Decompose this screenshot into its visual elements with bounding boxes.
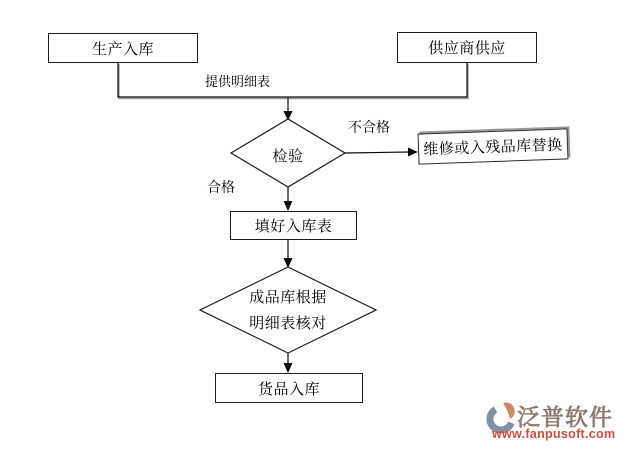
node-fill-label: 填好入库表: [254, 218, 333, 235]
node-verify-label: [228, 285, 348, 337]
arrowhead-to-fill-form: [284, 201, 293, 211]
node-verify-label-line2: 明细表核对: [249, 315, 327, 332]
node-repair-label: 维修或入残品库替换: [423, 136, 564, 159]
vendor-watermark: [486, 398, 626, 446]
arrow-to-repair: [345, 152, 409, 153]
edge-label-qualified: 合格: [207, 179, 235, 195]
node-verify-label-line1: 成品库根据: [249, 289, 327, 306]
vendor-website: www.fanpusoft.com: [492, 427, 616, 441]
node-production-label: 生产入库: [91, 40, 154, 58]
node-repair-replace: [418, 128, 569, 164]
connector-merge: [118, 63, 467, 97]
node-inspection-label: 检验: [272, 148, 304, 165]
arrowhead-to-repair: [408, 148, 418, 157]
node-supplier-supply: [397, 32, 537, 63]
node-fill-inbound-form: [230, 211, 357, 240]
node-final-label: 货品入库: [257, 380, 320, 398]
edge-label-unqualified: 不合格: [348, 119, 390, 135]
node-production-inbound: [48, 33, 198, 63]
node-goods-inbound: [215, 373, 363, 403]
arrowhead-to-final: [284, 363, 293, 373]
node-supplier-label: 供应商供应: [428, 40, 506, 57]
vendor-name: 泛普软件: [517, 404, 613, 430]
edge-label-provide-detail: 提供明细表: [205, 74, 271, 89]
connector-shadow: [119, 64, 468, 99]
